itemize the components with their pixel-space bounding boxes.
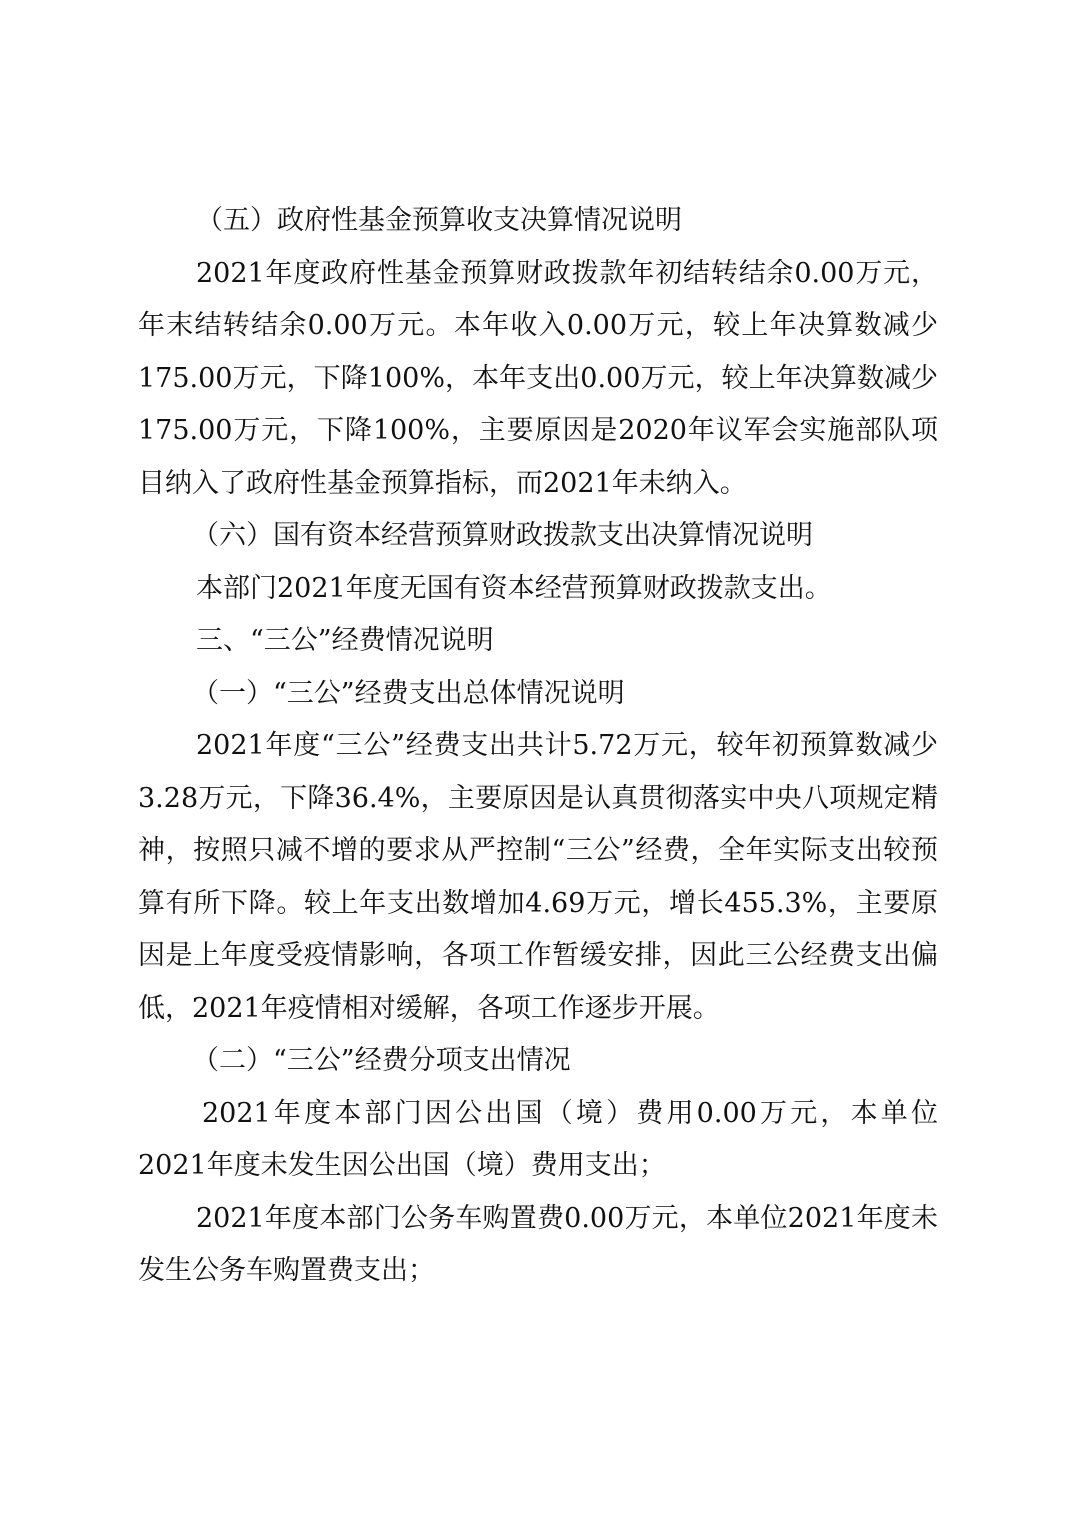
document-body	[138, 195, 938, 1298]
section-heading-government-fund: （五）政府性基金预算收支决算情况说明	[196, 205, 682, 236]
section-heading-state-capital: （六）国有资本经营预算财政拨款支出决算情况说明	[192, 520, 813, 551]
paragraph-state-capital: 本部门2021年度无国有资本经营预算财政拨款支出。	[196, 572, 832, 604]
paragraph-overall: 2021年度“三公”经费支出共计5.72万元，较年初预算数减少3.28万元，下降36.4%，主要原因是认真贯彻落实中央八项规定精神，按照只减不增的要求从严控制“三公”经费，全年实际支出较预算有所下降。较上年支出数增加4.69万元，增长455.3%，主要原因是上年度受疫情影响，各项工作暂缓安排，因此三公经费支出偏低，2021年疫情相对缓解，各项工作逐步开展。	[138, 730, 938, 1024]
paragraph-overseas-travel: 2021年度本部门因公出国（境）费用0.00万元，本单位2021年度未发生因公出国（境）费用支出；	[138, 1097, 938, 1181]
subsection-heading-overall: （一）“三公”经费支出总体情况说明	[192, 677, 625, 709]
paragraph-vehicle-purchase: 2021年度本部门公务车购置费0.00万元，本单位2021年度未发生公务车购置费支出；	[138, 1202, 938, 1286]
section-heading-three-public: 三、“三公”经费情况说明	[196, 625, 494, 656]
subsection-heading-itemized: （二）“三公”经费分项支出情况	[192, 1045, 571, 1076]
paragraph-government-fund: 2021年度政府性基金预算财政拨款年初结转结余0.00万元，年末结转结余0.00万元。本年收入0.00万元，较上年决算数减少175.00万元，下降100%，本年支出0.00万元，较上年决算数减少175.00万元，下降100%，主要原因是2020年议军会实施部队项目纳入了政府性基金预算指标，而2021年未纳入。	[138, 257, 938, 499]
